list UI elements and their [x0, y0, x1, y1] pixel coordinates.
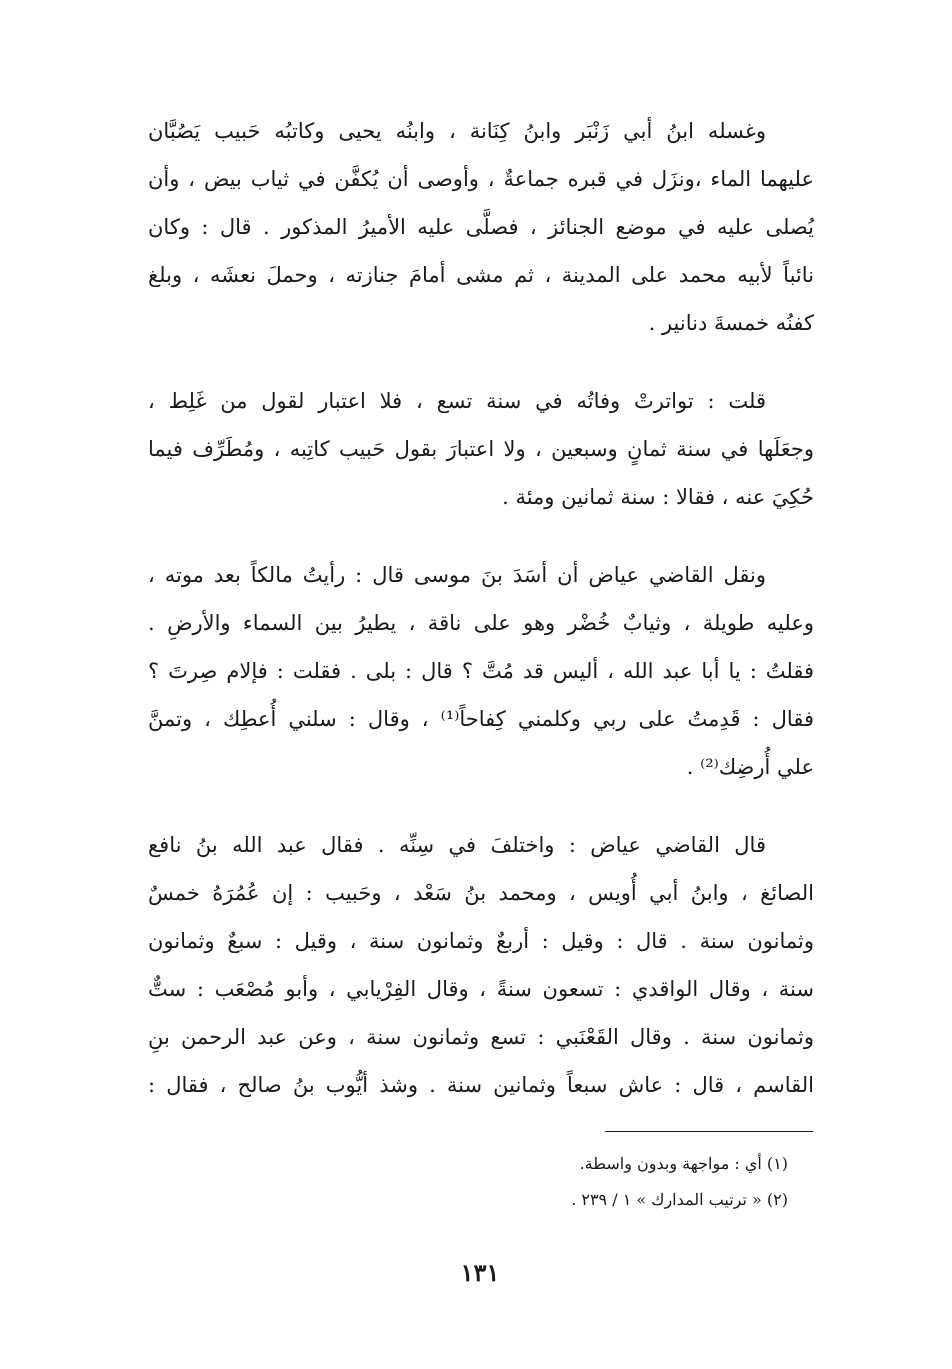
text-line: سنة ، وقال الواقدي : تسعون سنةً ، وقال الفِرْيابي ، وأبو مُصْعَب : ستٌّ: [148, 977, 814, 1001]
footnote-separator: [605, 1131, 813, 1132]
text-line: حُكِيَ عنه ، فقالا : سنة ثمانين ومئة .: [502, 485, 814, 509]
text-line: وثمانون سنة . وقال القَعْنَبي : تسع وثمانون سنة ، وعن عبد الرحمن بنِ: [148, 1025, 814, 1049]
footnote-1: (١) أي : مواجهة وبدون واسطة.: [579, 1154, 788, 1173]
text-line: وعليه طويلة ، وثيابٌ خُضْر وهو على ناقة ، يطيرُ بين السماء والأرضِ .: [148, 611, 814, 635]
page-number: ١٣١: [460, 1258, 500, 1287]
text-line: فقلتُ : يا أبا عبد الله ، أليس قد مُتَّ ؟ قال : بلى . فقلت : فإلام صِرتَ ؟: [148, 659, 814, 683]
text-line: وجعَلَها في سنة ثمانٍ وسبعين ، ولا اعتبارَ بقول حَبيب كاتِبه ، ومُطَرِّف فيما: [148, 437, 814, 461]
text-line: قال القاضي عياض : واختلفَ في سِنِّه . فقال عبد الله بنُ نافع: [148, 833, 766, 857]
paragraph-2: [148, 377, 814, 521]
text-line: نائباً لأبيه محمد على المدينة ، ثم مشى أمامَ جنازته ، وحملَ نعشَه ، وبلغ: [148, 263, 814, 287]
text-line: كفنُه خمسةَ دنانير .: [648, 311, 814, 335]
text-line: الصائغ ، وابنُ أبي أُويس ، ومحمد بنُ سَعْد ، وحَبيب : إن عُمُرَهُ خمسٌ: [148, 881, 814, 905]
text-line: وثمانون سنة . قال : وقيل : أربعٌ وثمانون سنة ، وقيل : سبعٌ وثمانون: [148, 929, 814, 953]
text-line: عليهما الماء ،ونزَل في قبره جماعةٌ ، وأوصى أن يُكفَّن في ثياب بيض ، وأن: [148, 167, 814, 191]
text-line: ونقل القاضي عياض أن أسَدَ بنَ موسى قال : رأيتُ مالكاً بعد موته ،: [148, 563, 766, 587]
text-line: يُصلى عليه في موضع الجنائز ، فصلَّى عليه الأميرُ المذكور . قال : وكان: [148, 215, 814, 239]
footnotes: [300, 1146, 788, 1218]
text-line: وغسله ابنُ أبي زَنْبَر وابنُ كِنَانة ، وابنُه يحيى وكاتبُه حَبيب يَصُبَّان: [148, 119, 767, 143]
footnote-2: (٢) « ترتيب المدارك » ١ / ٢٣٩ .: [571, 1190, 788, 1209]
paragraph-3: [148, 551, 814, 791]
text-line: قلت : تواترتْ وفاتُه في سنة تسع ، فلا اعتبار لقول من غَلِط ،: [148, 389, 766, 413]
paragraph-4: [148, 821, 814, 1109]
text-line: القاسم ، قال : عاش سبعاً وثمانين سنة . وشذ أيُّوب بنُ صالح ، فقال :: [148, 1073, 814, 1097]
text-line: علي أُرضِك⁽²⁾ .: [686, 755, 814, 779]
paragraph-1: [148, 107, 814, 347]
text-line: فقال : قَدِمتُ على ربي وكلمني كِفاحاً⁽¹⁾ ، وقال : سلني أُعطِك ، وتمنَّ: [148, 707, 814, 731]
